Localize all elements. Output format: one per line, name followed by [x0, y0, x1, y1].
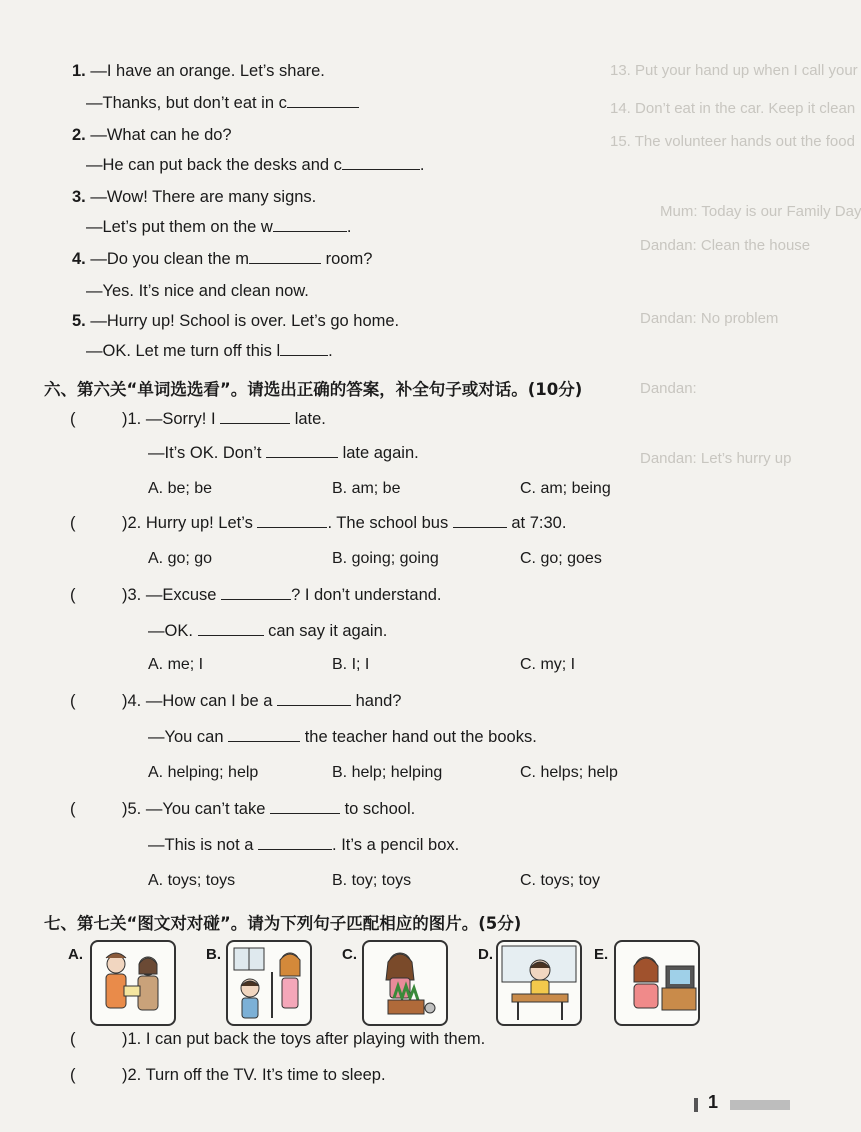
section6-title: 六、第六关“单词选选看”。请选出正确的答案，补全句子或对话。(10分): [44, 380, 583, 399]
s7-q1-text: )1. I can put back the toys after playing with them.: [122, 1030, 486, 1048]
s5-q1-blank[interactable]: [287, 107, 359, 108]
s6-q3-option-a[interactable]: A. me; I: [148, 656, 204, 673]
s6-q1-blank1[interactable]: [220, 423, 290, 424]
s6-q4-line1: )4. —How can I be a hand?: [122, 692, 402, 710]
picture-label-d: D.: [478, 946, 493, 963]
s6-q2-line1: )2. Hurry up! Let’s . The school bus at 7:30.: [122, 514, 567, 532]
s5-q4-answer: —Yes. It’s nice and clean now.: [86, 282, 309, 300]
picture-a-volunteers-handing-out[interactable]: [90, 940, 176, 1026]
s7-q2-answer-paren[interactable]: (: [70, 1066, 76, 1084]
s6-q4-blank2[interactable]: [228, 741, 300, 742]
s6-q4-option-b[interactable]: B. help; helping: [332, 764, 443, 781]
s6-q5-line2: —This is not a . It’s a pencil box.: [148, 836, 460, 854]
bleed-text: Mum: Today is our Family Day: [660, 203, 861, 220]
s6-q1-option-c[interactable]: C. am; being: [520, 480, 611, 497]
s6-q1-option-b[interactable]: B. am; be: [332, 480, 401, 497]
s5-q4-blank[interactable]: [249, 263, 321, 264]
bleed-text: 15. The volunteer hands out the food: [610, 133, 855, 150]
s5-q3-answer: —Let’s put them on the w .: [86, 218, 352, 236]
s6-q3-blank2[interactable]: [198, 635, 264, 636]
s7-q2-text: )2. Turn off the TV. It’s time to sleep.: [122, 1066, 386, 1084]
s5-q3-question: 3. —Wow! There are many signs.: [72, 188, 317, 206]
s5-q1-question: 1. —I have an orange. Let’s share.: [72, 62, 325, 80]
picture-e-girl-watching-tv[interactable]: [614, 940, 700, 1026]
picture-b-children-cleaning[interactable]: [226, 940, 312, 1026]
s6-q5-blank1[interactable]: [270, 813, 340, 814]
s6-q3-answer-paren[interactable]: (: [70, 586, 76, 604]
s6-q2-option-a[interactable]: A. go; go: [148, 550, 213, 567]
s6-q5-blank2[interactable]: [258, 849, 332, 850]
s6-q3-blank1[interactable]: [221, 599, 291, 600]
page-number-marker: [694, 1098, 698, 1112]
s6-q5-answer-paren[interactable]: (: [70, 800, 76, 818]
s6-q4-answer-paren[interactable]: (: [70, 692, 76, 710]
picture-label-c: C.: [342, 946, 357, 963]
s5-q3-blank[interactable]: [273, 231, 347, 232]
s5-q4-question: 4. —Do you clean the m room?: [72, 250, 373, 268]
s5-q1-answer: —Thanks, but don’t eat in c: [86, 94, 359, 113]
s6-q3-line2: —OK. can say it again.: [148, 622, 388, 640]
s6-q5-option-c[interactable]: C. toys; toy: [520, 872, 601, 889]
s5-q2-answer: —He can put back the desks and c .: [86, 156, 425, 174]
s6-q2-answer-paren[interactable]: (: [70, 514, 76, 532]
s7-q1-answer-paren[interactable]: (: [70, 1030, 76, 1048]
s6-q2-option-c[interactable]: C. go; goes: [520, 550, 602, 567]
s6-q4-blank1[interactable]: [277, 705, 351, 706]
s6-q2-option-b[interactable]: B. going; going: [332, 550, 439, 567]
page-number: 1: [708, 1092, 719, 1112]
s6-q5-option-b[interactable]: B. toy; toys: [332, 872, 412, 889]
picture-label-e: E.: [594, 946, 609, 963]
s6-q5-option-a[interactable]: A. toys; toys: [148, 872, 236, 889]
s6-q1-answer-paren[interactable]: (: [70, 410, 76, 428]
s6-q5-line1: )5. —You can’t take to school.: [122, 800, 416, 818]
s5-q2-blank[interactable]: [342, 169, 420, 170]
s6-q4-option-c[interactable]: C. helps; help: [520, 764, 618, 781]
picture-c-girl-with-plant[interactable]: [362, 940, 448, 1026]
bleed-text: Dandan: Let’s hurry up: [640, 450, 792, 467]
bleed-text: 13. Put your hand up when I call your: [610, 62, 858, 79]
page-number-bar: [730, 1100, 790, 1110]
s6-q1-option-a[interactable]: A. be; be: [148, 480, 213, 497]
picture-d-girl-at-desk[interactable]: [496, 940, 582, 1026]
s6-q1-line1: )1. —Sorry! I late.: [122, 410, 326, 428]
s6-q3-option-c[interactable]: C. my; I: [520, 656, 576, 673]
bleed-text: Dandan: Clean the house: [640, 237, 811, 254]
s6-q4-line2: —You can the teacher hand out the books.: [148, 728, 537, 746]
s6-q2-blank2[interactable]: [453, 527, 507, 528]
bleed-text: Dandan:: [640, 380, 697, 397]
s5-q2-question: 2. —What can he do?: [72, 126, 232, 144]
s6-q1-blank2[interactable]: [266, 457, 338, 458]
s5-q5-question: 5. —Hurry up! School is over. Let’s go home.: [72, 312, 400, 330]
s5-q5-answer: —OK. Let me turn off this l .: [86, 342, 333, 360]
s6-q1-line2: —It’s OK. Don’t late again.: [148, 444, 419, 462]
s6-q2-blank1[interactable]: [257, 527, 327, 528]
picture-label-a: A.: [68, 946, 83, 963]
section7-title: 七、第七关“图文对对碰”。请为下列句子匹配相应的图片。(5分): [44, 914, 522, 933]
bleed-text: Dandan: No problem: [640, 310, 779, 327]
bleed-text: 14. Don’t eat in the car. Keep it clean: [610, 100, 856, 117]
s5-q5-blank[interactable]: [280, 355, 328, 356]
s6-q3-option-b[interactable]: B. I; I: [332, 656, 370, 673]
picture-label-b: B.: [206, 946, 221, 963]
s6-q3-line1: )3. —Excuse ? I don’t understand.: [122, 586, 442, 604]
s6-q4-option-a[interactable]: A. helping; help: [148, 764, 259, 781]
